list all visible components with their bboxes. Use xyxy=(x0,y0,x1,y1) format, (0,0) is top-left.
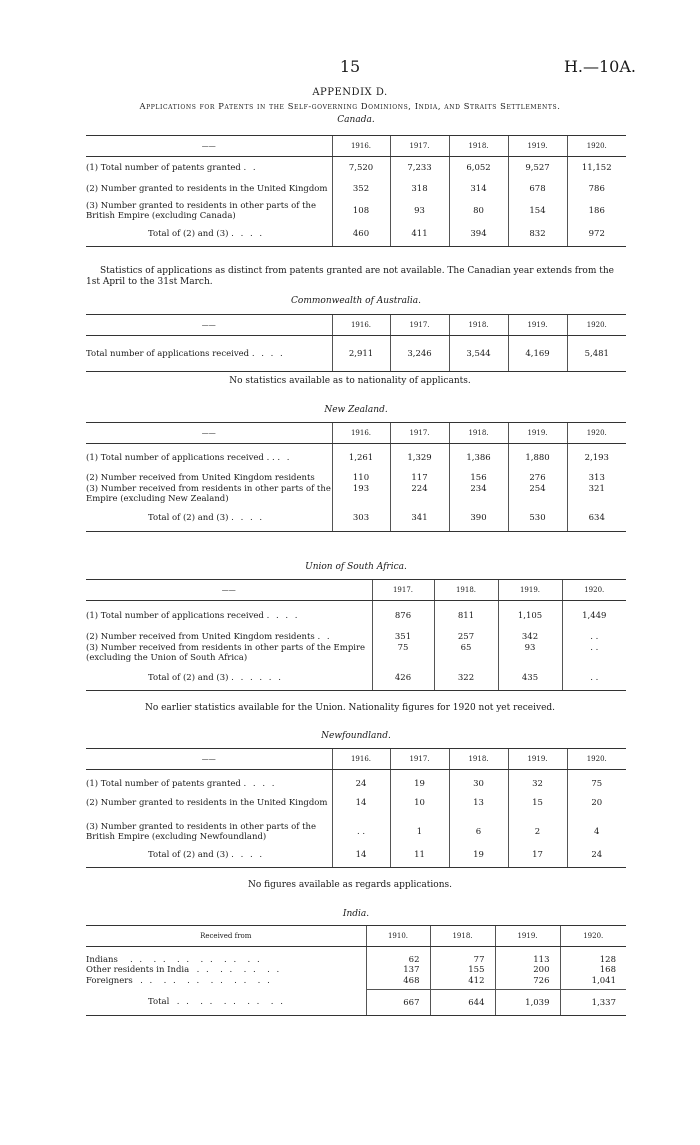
newfoundland-row-3-val-5: 4 xyxy=(567,820,626,844)
canada-total-label: Total of (2) and (3) . . . . xyxy=(86,223,332,247)
page-number: 15 xyxy=(339,57,361,76)
newfoundland-caption: Newfoundland. xyxy=(321,731,391,741)
canada-total-val-4: 832 xyxy=(508,223,567,247)
new-zealand-year-2: 1917. xyxy=(390,423,449,444)
south-africa-note: No earlier statistics available for the Union. Nationality figures for 1920 not yet received. xyxy=(144,703,556,713)
canada-row-3-val-3: 80 xyxy=(449,199,508,223)
newfoundland-row-2-val-1: 14 xyxy=(332,798,390,820)
india-total-row xyxy=(86,990,626,1016)
india-row-2-val-4: 168 xyxy=(560,965,626,976)
newfoundland-row-2-val-3: 13 xyxy=(449,798,508,820)
newfoundland-row-1-val-5: 75 xyxy=(567,770,626,798)
newfoundland-row-1-val-2: 19 xyxy=(390,770,449,798)
canada-year-1: 1916. xyxy=(332,136,390,157)
south-africa-total-val-3: 435 xyxy=(498,667,562,691)
australia-row-1-val-4: 4,169 xyxy=(508,336,567,372)
new-zealand-caption: New Zealand. xyxy=(324,405,388,415)
newfoundland-row-3 xyxy=(86,820,626,844)
india-row-1-val-1: 62 xyxy=(366,947,430,965)
new-zealand-table xyxy=(86,422,626,532)
south-africa-row-2-val-1: 351 xyxy=(372,631,434,643)
newfoundland-row-1 xyxy=(86,770,626,798)
canada-row-1 xyxy=(86,157,626,179)
south-africa-total-label: Total of (2) and (3) . . . . . . xyxy=(86,667,372,691)
australia-table xyxy=(86,314,626,372)
newfoundland-total-label: Total of (2) and (3) . . . . xyxy=(86,844,332,868)
newfoundland-total-val-3: 19 xyxy=(449,844,508,868)
south-africa-total-val-1: 426 xyxy=(372,667,434,691)
india-row-3-val-4: 1,041 xyxy=(560,976,626,990)
india-row-1-label-text: Indians xyxy=(86,954,118,965)
canada-row-2-label: (2) Number granted to residents in the United Kingdom xyxy=(86,183,328,194)
south-africa-row-3-val-1: 75 xyxy=(372,643,434,667)
australia-row-1-val-1: 2,911 xyxy=(332,336,390,372)
canada-row-3-val-5: 186 xyxy=(567,199,626,223)
south-africa-year-3: 1919. xyxy=(498,580,562,601)
canada-row-1-label-text: (1) Total number of patents granted xyxy=(86,162,241,173)
south-africa-total-val-4: . . xyxy=(562,667,626,691)
newfoundland-total-val-1: 14 xyxy=(332,844,390,868)
new-zealand-row-1-label-text: (1) Total number of applications received . . xyxy=(86,452,275,463)
canada-row-3-label: (3) Number granted to residents in other parts of the British Empire (excluding Canada) xyxy=(86,200,317,221)
australia-row-1-label-text: Total number of applications received xyxy=(86,348,250,359)
appendix-heading: APPENDIX D. xyxy=(312,87,388,98)
australia-row-1-label: Total number of applications received . . . . xyxy=(86,336,332,372)
australia-year-2: 1917. xyxy=(390,315,449,336)
new-zealand-header-row xyxy=(86,423,626,444)
new-zealand-total-val-3: 390 xyxy=(449,506,508,532)
south-africa-row-2-val-2: 257 xyxy=(434,631,498,643)
newfoundland-row-2-val-2: 10 xyxy=(390,798,449,820)
newfoundland-total-label-text: Total of (2) and (3) xyxy=(148,850,229,861)
canada-header-blank: —— xyxy=(86,136,332,157)
new-zealand-row-3-label: (3) Number received from residents in other parts of the Empire (excluding New Zealand) xyxy=(86,483,331,504)
india-year-1: 1910. xyxy=(366,926,430,947)
india-table xyxy=(86,925,626,1016)
newfoundland-row-1-val-1: 24 xyxy=(332,770,390,798)
new-zealand-total-val-2: 341 xyxy=(390,506,449,532)
new-zealand-row-1-val-2: 1,329 xyxy=(390,444,449,472)
australia-year-1: 1916. xyxy=(332,315,390,336)
india-row-1 xyxy=(86,947,626,965)
newfoundland-row-1-label: (1) Total number of patents granted . . . . xyxy=(86,778,277,789)
new-zealand-total-label: Total of (2) and (3) . . . . xyxy=(86,506,332,532)
newfoundland-row-2-label: (2) Number granted to residents in the United Kingdom xyxy=(86,797,328,808)
newfoundland-row-1-val-4: 32 xyxy=(508,770,567,798)
india-row-3-label: Foreigners . . . . . . . . . . . . xyxy=(86,975,272,986)
newfoundland-note: No figures available as regards applications. xyxy=(248,880,452,890)
canada-year-5: 1920. xyxy=(567,136,626,157)
new-zealand-row-2-val-3: 156 xyxy=(449,472,508,484)
newfoundland-total-val-2: 11 xyxy=(390,844,449,868)
india-total-label-text: Total xyxy=(148,997,170,1008)
new-zealand-row-3-val-4: 254 xyxy=(508,484,567,506)
south-africa-table xyxy=(86,579,626,691)
india-total-val-4: 1,337 xyxy=(560,990,626,1016)
newfoundland-row-1-val-3: 30 xyxy=(449,770,508,798)
newfoundland-year-5: 1920. xyxy=(567,749,626,770)
new-zealand-row-3-val-1: 193 xyxy=(332,484,390,506)
india-row-2-label-text: Other residents in India xyxy=(86,965,190,975)
canada-table xyxy=(86,135,626,247)
india-year-2: 1918. xyxy=(430,926,495,947)
new-zealand-row-3-val-3: 234 xyxy=(449,484,508,506)
newfoundland-year-1: 1916. xyxy=(332,749,390,770)
south-africa-row-1 xyxy=(86,601,626,631)
south-africa-row-2 xyxy=(86,631,626,643)
australia-year-4: 1919. xyxy=(508,315,567,336)
south-africa-row-1-val-2: 811 xyxy=(434,601,498,631)
australia-note: No statistics available as to nationality of applicants. xyxy=(229,376,471,386)
south-africa-year-4: 1920. xyxy=(562,580,626,601)
canada-row-2 xyxy=(86,179,626,199)
south-africa-row-1-val-3: 1,105 xyxy=(498,601,562,631)
new-zealand-total-val-1: 303 xyxy=(332,506,390,532)
india-row-1-val-4: 128 xyxy=(560,947,626,965)
page-header xyxy=(0,57,700,79)
canada-total-val-5: 972 xyxy=(567,223,626,247)
australia-year-3: 1918. xyxy=(449,315,508,336)
canada-row-3-val-2: 93 xyxy=(390,199,449,223)
canada-caption: Canada. xyxy=(337,115,375,125)
new-zealand-row-1-val-1: 1,261 xyxy=(332,444,390,472)
australia-row-1-val-2: 3,246 xyxy=(390,336,449,372)
newfoundland-year-4: 1919. xyxy=(508,749,567,770)
new-zealand-header-blank: —— xyxy=(86,423,332,444)
india-year-3: 1919. xyxy=(495,926,560,947)
india-total-val-1: 667 xyxy=(366,990,430,1016)
new-zealand-row-2-val-4: 276 xyxy=(508,472,567,484)
south-africa-row-2-val-3: 342 xyxy=(498,631,562,643)
australia-year-5: 1920. xyxy=(567,315,626,336)
new-zealand-row-2-label: (2) Number received from United Kingdom residents xyxy=(86,472,315,483)
south-africa-row-1-val-4: 1,449 xyxy=(562,601,626,631)
new-zealand-row-2-val-5: 313 xyxy=(567,472,626,484)
australia-row-1-val-3: 3,544 xyxy=(449,336,508,372)
new-zealand-total-val-5: 634 xyxy=(567,506,626,532)
australia-header-row xyxy=(86,315,626,336)
india-row-2-val-3: 200 xyxy=(495,965,560,976)
australia-caption: Commonwealth of Australia. xyxy=(291,296,421,306)
india-row-3-val-2: 412 xyxy=(430,976,495,990)
canada-row-3-val-4: 154 xyxy=(508,199,567,223)
newfoundland-year-3: 1918. xyxy=(449,749,508,770)
south-africa-caption: Union of South Africa. xyxy=(305,562,407,572)
new-zealand-row-3 xyxy=(86,484,626,506)
new-zealand-total-label-text: Total of (2) and (3) xyxy=(148,513,229,524)
newfoundland-row-3-label: (3) Number granted to residents in other parts of the British Empire (excluding Newfoundland) xyxy=(86,821,317,842)
india-row-1-val-3: 113 xyxy=(495,947,560,965)
new-zealand-total-row xyxy=(86,506,626,532)
india-row-3 xyxy=(86,976,626,990)
south-africa-total-row xyxy=(86,667,626,691)
australia-row-1-val-5: 5,481 xyxy=(567,336,626,372)
newfoundland-row-2-val-5: 20 xyxy=(567,798,626,820)
india-header-label: Received from xyxy=(86,926,366,947)
newfoundland-row-1-label-text: (1) Total number of patents granted xyxy=(86,778,241,789)
india-total-val-3: 1,039 xyxy=(495,990,560,1016)
canada-row-2-val-3: 314 xyxy=(449,179,508,199)
newfoundland-header-row xyxy=(86,749,626,770)
newfoundland-year-2: 1917. xyxy=(390,749,449,770)
newfoundland-row-3-val-1: . . xyxy=(332,820,390,844)
canada-row-1-val-5: 11,152 xyxy=(567,157,626,179)
canada-year-2: 1917. xyxy=(390,136,449,157)
canada-total-label-text: Total of (2) and (3) xyxy=(148,229,229,240)
newfoundland-row-3-val-4: 2 xyxy=(508,820,567,844)
south-africa-row-2-val-4: . . xyxy=(562,631,626,643)
canada-row-1-val-3: 6,052 xyxy=(449,157,508,179)
canada-row-2-val-5: 786 xyxy=(567,179,626,199)
newfoundland-table xyxy=(86,748,626,868)
india-total-val-2: 644 xyxy=(430,990,495,1016)
australia-row-1 xyxy=(86,336,626,372)
canada-row-1-label: (1) Total number of patents granted . . xyxy=(86,162,258,173)
india-row-3-label-text: Foreigners xyxy=(86,975,133,986)
india-row-2 xyxy=(86,965,626,976)
new-zealand-row-1-label: (1) Total number of applications received . . . . xyxy=(86,452,292,463)
south-africa-row-3-val-3: 93 xyxy=(498,643,562,667)
canada-year-4: 1919. xyxy=(508,136,567,157)
canada-header-row xyxy=(86,136,626,157)
canada-total-val-2: 411 xyxy=(390,223,449,247)
south-africa-row-2-label-text: (2) Number received from United Kingdom residents xyxy=(86,631,315,642)
south-africa-row-1-val-1: 876 xyxy=(372,601,434,631)
canada-total-val-1: 460 xyxy=(332,223,390,247)
south-africa-row-1-label: (1) Total number of applications received . . . . xyxy=(86,610,300,621)
india-row-1-label: Indians . . . . . . . . . . . . xyxy=(86,954,262,965)
new-zealand-row-2-val-2: 117 xyxy=(390,472,449,484)
canada-row-1-val-1: 7,520 xyxy=(332,157,390,179)
new-zealand-year-5: 1920. xyxy=(567,423,626,444)
new-zealand-row-1-val-5: 2,193 xyxy=(567,444,626,472)
newfoundland-row-2-val-4: 15 xyxy=(508,798,567,820)
south-africa-total-label-text: Total of (2) and (3) xyxy=(148,673,229,684)
new-zealand-row-1 xyxy=(86,444,626,472)
new-zealand-row-2-val-1: 110 xyxy=(332,472,390,484)
india-year-4: 1920. xyxy=(560,926,626,947)
south-africa-header-row xyxy=(86,580,626,601)
new-zealand-year-1: 1916. xyxy=(332,423,390,444)
new-zealand-row-1-val-4: 1,880 xyxy=(508,444,567,472)
canada-total-row xyxy=(86,223,626,247)
new-zealand-total-val-4: 530 xyxy=(508,506,567,532)
main-title xyxy=(0,101,700,111)
india-header-row xyxy=(86,926,626,947)
india-total-label: Total . . . . . . . . . . xyxy=(86,990,366,1016)
canada-row-2-val-4: 678 xyxy=(508,179,567,199)
canada-row-3-val-1: 108 xyxy=(332,199,390,223)
new-zealand-row-3-val-2: 224 xyxy=(390,484,449,506)
india-row-2-label: Other residents in India . . . . . . . . xyxy=(86,965,282,975)
india-caption: India. xyxy=(342,909,370,919)
new-zealand-year-4: 1919. xyxy=(508,423,567,444)
south-africa-row-3 xyxy=(86,643,626,667)
south-africa-row-2-label: (2) Number received from United Kingdom residents . . xyxy=(86,631,332,642)
canada-row-2-val-2: 318 xyxy=(390,179,449,199)
south-africa-total-val-2: 322 xyxy=(434,667,498,691)
new-zealand-row-2 xyxy=(86,472,626,484)
canada-row-2-val-1: 352 xyxy=(332,179,390,199)
australia-header-blank: —— xyxy=(86,315,332,336)
newfoundland-total-val-4: 17 xyxy=(508,844,567,868)
india-row-3-val-1: 468 xyxy=(366,976,430,990)
canada-row-3 xyxy=(86,199,626,223)
canada-row-1-val-2: 7,233 xyxy=(390,157,449,179)
newfoundland-total-row xyxy=(86,844,626,868)
document-reference: H.—10A. xyxy=(563,57,636,76)
new-zealand-year-3: 1918. xyxy=(449,423,508,444)
canada-note: Statistics of applications as distinct from patents granted are not available. The Canadian year extends from the 1st April to the 31st March. xyxy=(86,266,614,287)
south-africa-row-3-label: (3) Number received from residents in other parts of the Empire (excluding the Union of South Africa) xyxy=(86,642,366,663)
south-africa-row-1-label-text: (1) Total number of applications received xyxy=(86,610,264,621)
south-africa-row-3-val-2: 65 xyxy=(434,643,498,667)
canada-row-1-val-4: 9,527 xyxy=(508,157,567,179)
india-row-3-val-3: 726 xyxy=(495,976,560,990)
new-zealand-row-1-val-3: 1,386 xyxy=(449,444,508,472)
newfoundland-row-2 xyxy=(86,798,626,820)
newfoundland-row-3-val-2: 1 xyxy=(390,820,449,844)
india-row-2-val-1: 137 xyxy=(366,965,430,976)
india-row-2-val-2: 155 xyxy=(430,965,495,976)
canada-total-val-3: 394 xyxy=(449,223,508,247)
canada-year-3: 1918. xyxy=(449,136,508,157)
newfoundland-header-blank: —— xyxy=(86,749,332,770)
main-title-text: Applications for Patents in the Self-governing Dominions, India, and Straits Settlements. xyxy=(139,101,561,111)
south-africa-year-2: 1918. xyxy=(434,580,498,601)
south-africa-header-blank: —— xyxy=(86,580,372,601)
newfoundland-total-val-5: 24 xyxy=(567,844,626,868)
south-africa-row-3-val-4: . . xyxy=(562,643,626,667)
india-row-1-val-2: 77 xyxy=(430,947,495,965)
newfoundland-row-3-val-3: 6 xyxy=(449,820,508,844)
new-zealand-row-3-val-5: 321 xyxy=(567,484,626,506)
south-africa-year-1: 1917. xyxy=(372,580,434,601)
